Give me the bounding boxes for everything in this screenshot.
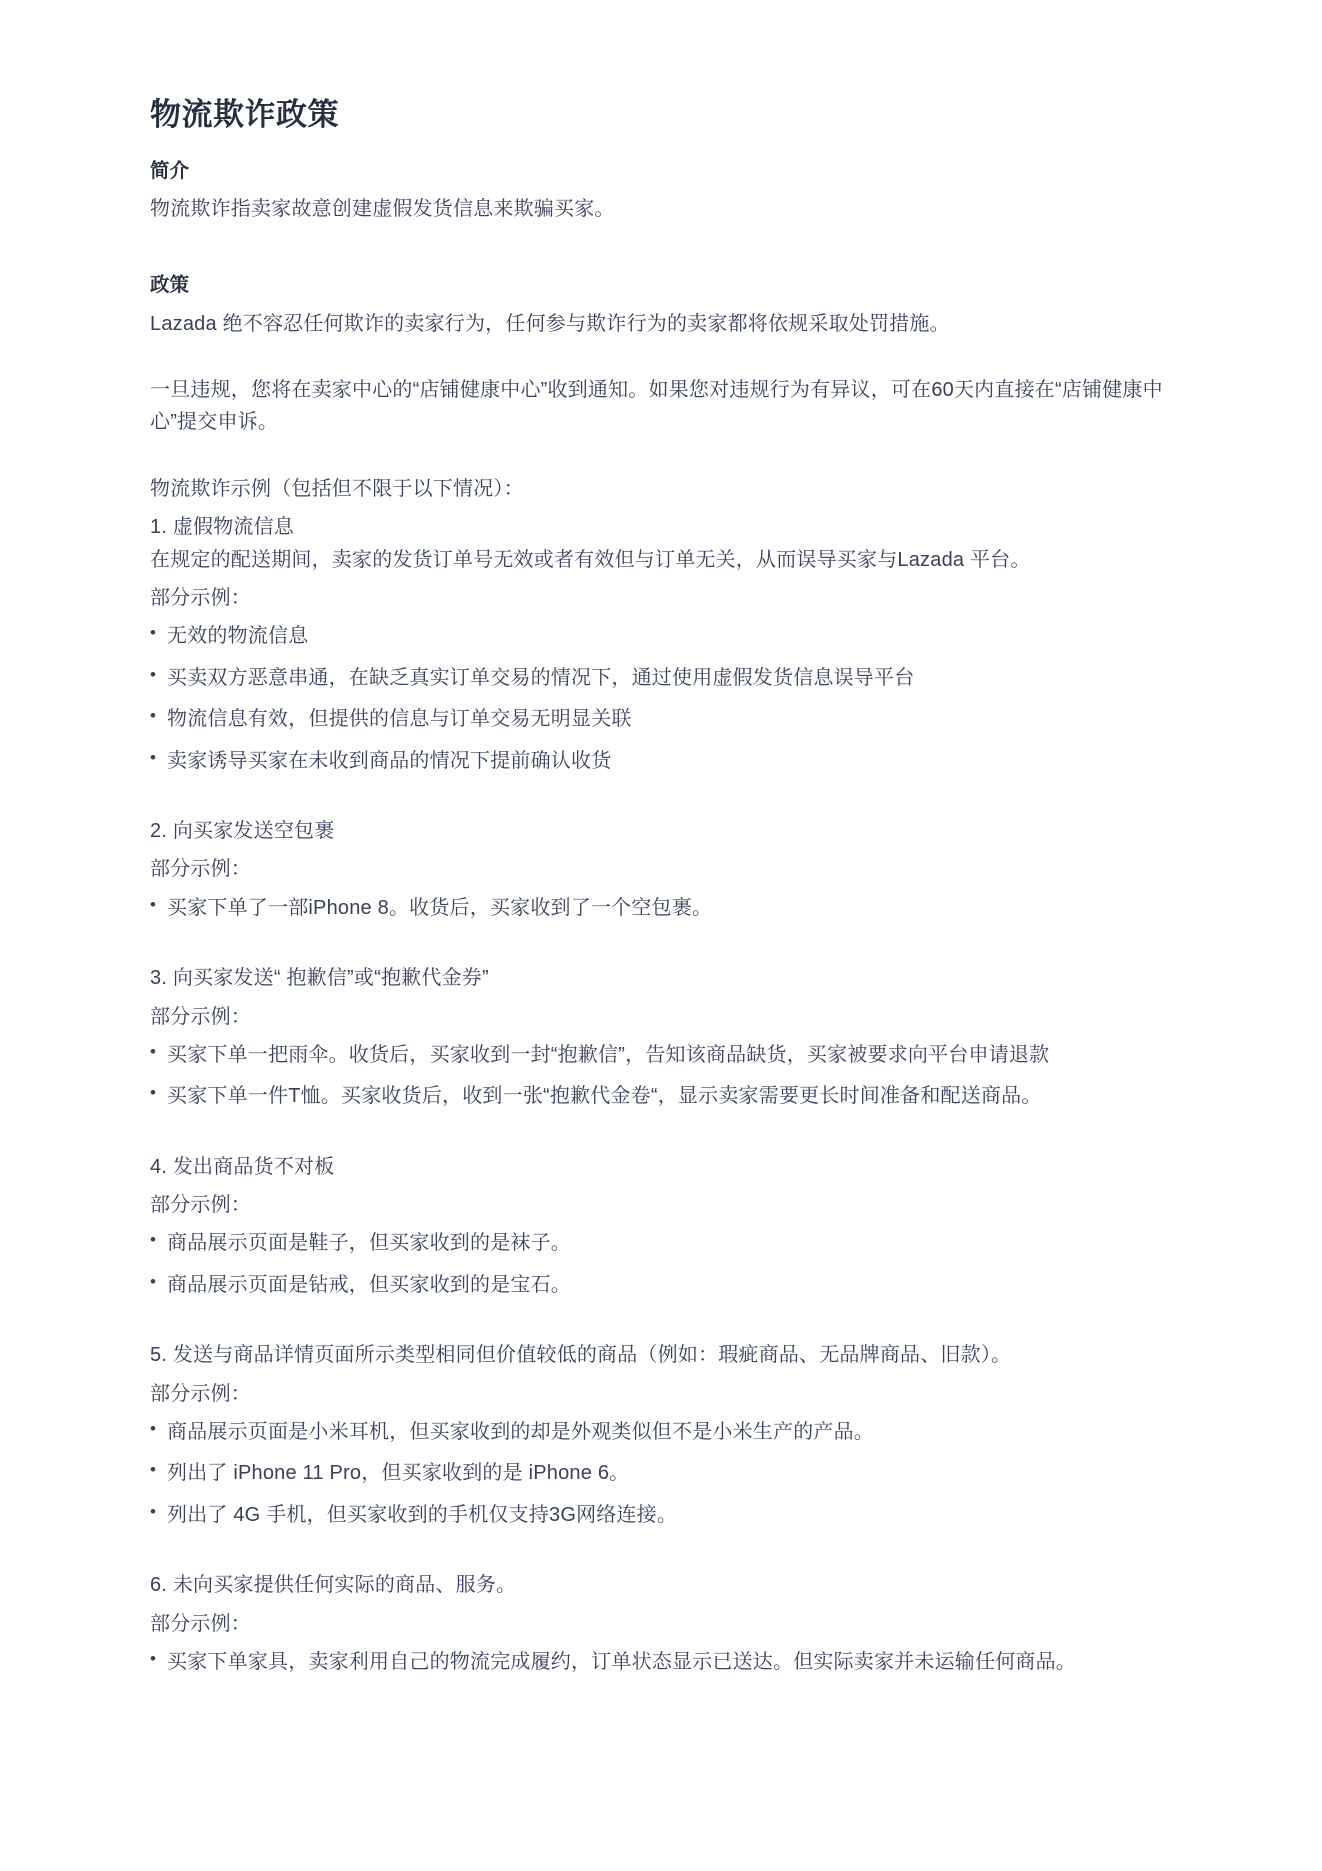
list-item: • 无效的物流信息 (150, 620, 1172, 652)
list-item: • 买家下单了一部iPhone 8。收货后，买家收到了一个空包裹。 (150, 892, 1172, 924)
example-bullet-list (150, 1039, 1172, 1113)
list-item: • 商品展示页面是鞋子，但买家收到的是袜子。 (150, 1227, 1172, 1259)
spacer (150, 340, 1172, 374)
section-heading-intro: 简介 (150, 159, 190, 182)
list-item: • 买家下单一把雨伞。收货后，买家收到一封“抱歉信”，告知该商品缺货，买家被要求向平台申请退款 (150, 1039, 1172, 1071)
example-sublabel: 部分示例： (150, 858, 251, 881)
example-bullet-list (150, 892, 1172, 924)
section-heading-policy: 政策 (150, 274, 190, 297)
example-title: 5. 发送与商品详情页面所示类型相同但价值较低的商品（例如：瑕疵商品、无品牌商品、旧款）。 (150, 1344, 1012, 1367)
document-body (150, 96, 1172, 1678)
example-sublabel: 部分示例： (150, 587, 251, 610)
example-block-4 (150, 1151, 1172, 1302)
example-sublabel: 部分示例： (150, 1382, 251, 1405)
intro-paragraph: 物流欺诈指卖家故意创建虚假发货信息来欺骗买家。 (150, 198, 615, 221)
example-block-1 (150, 511, 1172, 777)
example-bullet-list (150, 620, 1172, 777)
example-bullet-list (150, 1646, 1172, 1678)
list-item: • 买家下单家具，卖家利用自己的物流完成履约，订单状态显示已送达。但实际卖家并未运输任何商品。 (150, 1646, 1172, 1678)
example-bullet-list (150, 1416, 1172, 1531)
example-description: 在规定的配送期间，卖家的发货订单号无效或者有效但与订单无关，从而误导买家与Lazada 平台。 (150, 548, 1031, 571)
examples-intro: 物流欺诈示例（包括但不限于以下情况）： (150, 477, 524, 500)
policy-paragraph-2: 一旦违规，您将在卖家中心的“店铺健康中心”收到通知。如果您对违规行为有异议，可在60天内直接在“店铺健康中心”提交申诉。 (150, 379, 1163, 434)
list-item: • 商品展示页面是钻戒，但买家收到的是宝石。 (150, 1269, 1172, 1301)
list-item: • 买卖双方恶意串通，在缺乏真实订单交易的情况下，通过使用虚假发货信息误导平台 (150, 662, 1172, 694)
example-block-2 (150, 815, 1172, 924)
list-item: • 卖家诱导买家在未收到商品的情况下提前确认收货 (150, 745, 1172, 777)
example-title: 4. 发出商品货不对板 (150, 1155, 335, 1178)
policy-paragraph-1: Lazada 绝不容忍任何欺诈的卖家行为，任何参与欺诈行为的卖家都将依规采取处罚措施。 (150, 312, 950, 335)
example-bullet-list (150, 1227, 1172, 1301)
example-block-3 (150, 962, 1172, 1113)
spacer (150, 439, 1172, 473)
list-item: • 物流信息有效，但提供的信息与订单交易无明显关联 (150, 703, 1172, 735)
example-title: 2. 向买家发送空包裹 (150, 819, 335, 842)
example-block-5 (150, 1339, 1172, 1531)
example-sublabel: 部分示例： (150, 1612, 251, 1635)
list-item: • 列出了 4G 手机，但买家收到的手机仅支持3G网络连接。 (150, 1499, 1172, 1531)
list-item: • 买家下单一件T恤。买家收货后，收到一张“抱歉代金卷“，显示卖家需要更长时间准备和配送商品。 (150, 1080, 1172, 1112)
example-title: 1. 虚假物流信息 (150, 516, 295, 539)
example-title: 6. 未向买家提供任何实际的商品、服务。 (150, 1574, 517, 1597)
page-title: 物流欺诈政策 (150, 97, 339, 132)
spacer (150, 225, 1172, 271)
list-item: • 商品展示页面是小米耳机，但买家收到的却是外观类似但不是小米生产的产品。 (150, 1416, 1172, 1448)
example-block-6 (150, 1569, 1172, 1678)
example-sublabel: 部分示例： (150, 1005, 251, 1028)
list-item: • 列出了 iPhone 11 Pro，但买家收到的是 iPhone 6。 (150, 1457, 1172, 1489)
example-title: 3. 向买家发送“ 抱歉信”或“抱歉代金券” (150, 967, 489, 990)
example-sublabel: 部分示例： (150, 1194, 251, 1217)
